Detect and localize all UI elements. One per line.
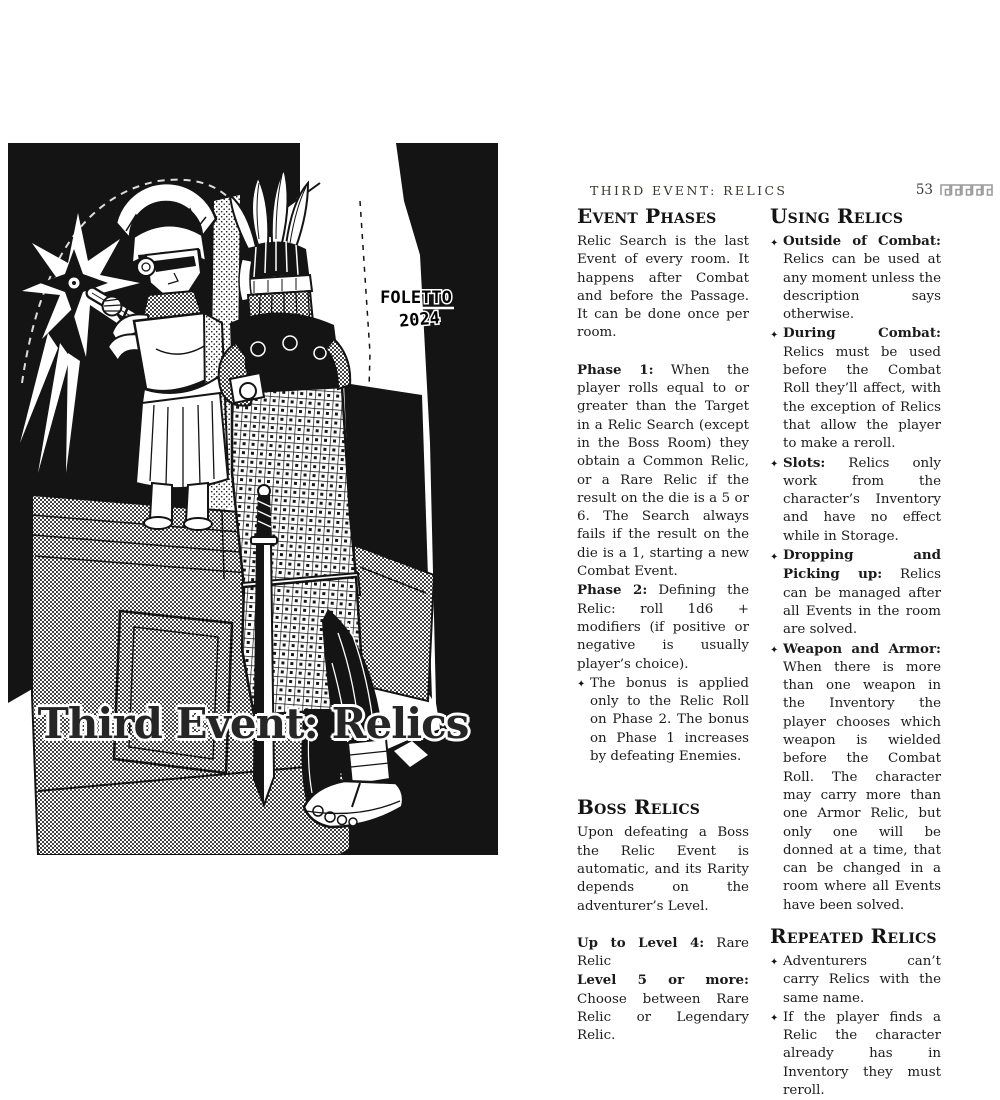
list-item-label: Dropping and Picking up: — [783, 547, 941, 583]
list-item-text: Adventurers can’t carry Relics with the same name. — [783, 953, 941, 1006]
bullet-icon: ✦ — [770, 329, 779, 341]
paragraph — [577, 823, 749, 915]
paragraph — [577, 581, 749, 673]
section-heading: Repeated Relics — [770, 923, 937, 948]
list-item-label: During Combat: — [783, 325, 941, 342]
bullet-icon: ✦ — [770, 237, 779, 249]
page-number-block — [916, 182, 993, 198]
list-item-label: Slots: — [783, 454, 826, 471]
list-item-text-wrap — [783, 952, 941, 1008]
section-heading: Boss Relics — [577, 795, 701, 820]
bullet-icon: ✦ — [577, 679, 586, 691]
section-boss-relics — [577, 796, 749, 1045]
list-item — [577, 674, 749, 766]
list-item-text-wrap — [783, 546, 941, 639]
paragraph — [577, 934, 749, 972]
list-item-text: The bonus is applied only to the Relic Roll on Phase 2. The bonus on Phase 1 increases by defeating Enemies. — [590, 675, 749, 765]
section-heading: Event Phases — [577, 204, 717, 228]
paragraph-text: Upon defeating a Boss the Relic Event is automatic, and its Rarity depends on the adventurer’s Level. — [577, 825, 749, 914]
illustration — [8, 143, 498, 855]
paragraph-text: When the player rolls equal to or greater than the Target in a Relic Search (except in the Boss Room) they obtain a Common Relic, or a Rare Relic if the result on the die is a 5 or 6. The Search always fails if the result on the die is a 1, starting a new Combat Event. — [577, 362, 749, 580]
paragraph-label: Up to Level 4: — [577, 934, 705, 951]
chapter-title: Third Event: Relics — [37, 699, 469, 748]
paragraph-label: Phase 1: — [577, 361, 654, 378]
paragraph-label: Level 5 or more: — [577, 972, 749, 989]
list-item — [770, 546, 941, 639]
paragraph — [577, 971, 749, 1045]
meander-ornament-icon — [940, 184, 993, 196]
illustration-art — [8, 143, 498, 855]
list-item-text-wrap — [590, 674, 749, 766]
bullet-icon: ✦ — [770, 957, 779, 969]
list-item-text: Relics can be used at any moment unless the description says otherwise. — [783, 252, 941, 323]
column-2 — [770, 205, 941, 1100]
list-item-label: Weapon and Armor: — [783, 640, 941, 657]
list-item-text-wrap — [783, 1008, 941, 1100]
list-item-text-wrap — [783, 324, 941, 453]
list-item — [770, 1008, 941, 1100]
bullet-icon: ✦ — [770, 645, 779, 657]
list-item-text: If the player finds a Relic the character already has in Inventory they must reroll. — [783, 1009, 941, 1099]
paragraph — [577, 361, 749, 582]
list-item — [770, 324, 941, 453]
list-item-label: Outside of Combat: — [783, 233, 941, 249]
column-1 — [577, 205, 749, 1046]
bullet-icon: ✦ — [770, 1013, 779, 1025]
running-title: THIRD EVENT: RELICS — [590, 183, 788, 198]
list-item — [770, 454, 941, 546]
signature-name: FOLETTO — [380, 288, 452, 308]
list-item — [770, 232, 941, 324]
list-item-text: Relics only work from the character’s Inventory and have no effect while in Storage. — [783, 455, 941, 544]
paragraph — [577, 232, 749, 343]
section-repeated-relics — [770, 925, 941, 1100]
section-event-phases — [577, 205, 749, 766]
section-heading: Using Relics — [770, 204, 904, 228]
page-number: 53 — [915, 182, 933, 198]
list-item-text: Relics must be used before the Combat Roll they’ll affect, with the exception of Relics that allow the player to make a reroll. — [783, 344, 941, 452]
list-item — [770, 640, 941, 915]
list-item-text-wrap — [783, 454, 941, 546]
list-item-text-wrap — [783, 640, 941, 915]
list-item-text-wrap — [783, 232, 941, 324]
list-item-text: When there is more than one weapon in the Inventory the player chooses which weapon is wielded before the Combat Roll. The character may carry more than one Armor Relic, but only one will be donned at a time, that can be changed in a room where all Events have been solved. — [783, 659, 941, 913]
rules-page — [560, 0, 1000, 1099]
signature-year: 2024 — [398, 308, 441, 332]
paragraph-text: Choose between Rare Relic or Legendary Relic. — [577, 991, 749, 1044]
list-item-text: Relics can be managed after all Events in the room are solved. — [783, 567, 941, 638]
bullet-icon: ✦ — [770, 459, 779, 471]
paragraph-label: Phase 2: — [577, 582, 648, 599]
paragraph-text: Rare Relic — [577, 935, 749, 970]
list-item — [770, 952, 941, 1008]
section-using-relics — [770, 205, 941, 915]
paragraph-text: Defining the Relic: roll 1d6 + modifiers (if positive or negative is usually player’s choice). — [577, 583, 749, 672]
paragraph-text: Relic Search is the last Event of every room. It happens after Combat and before the Passage. It can be done once per room. — [577, 234, 749, 341]
bullet-icon: ✦ — [770, 551, 779, 563]
